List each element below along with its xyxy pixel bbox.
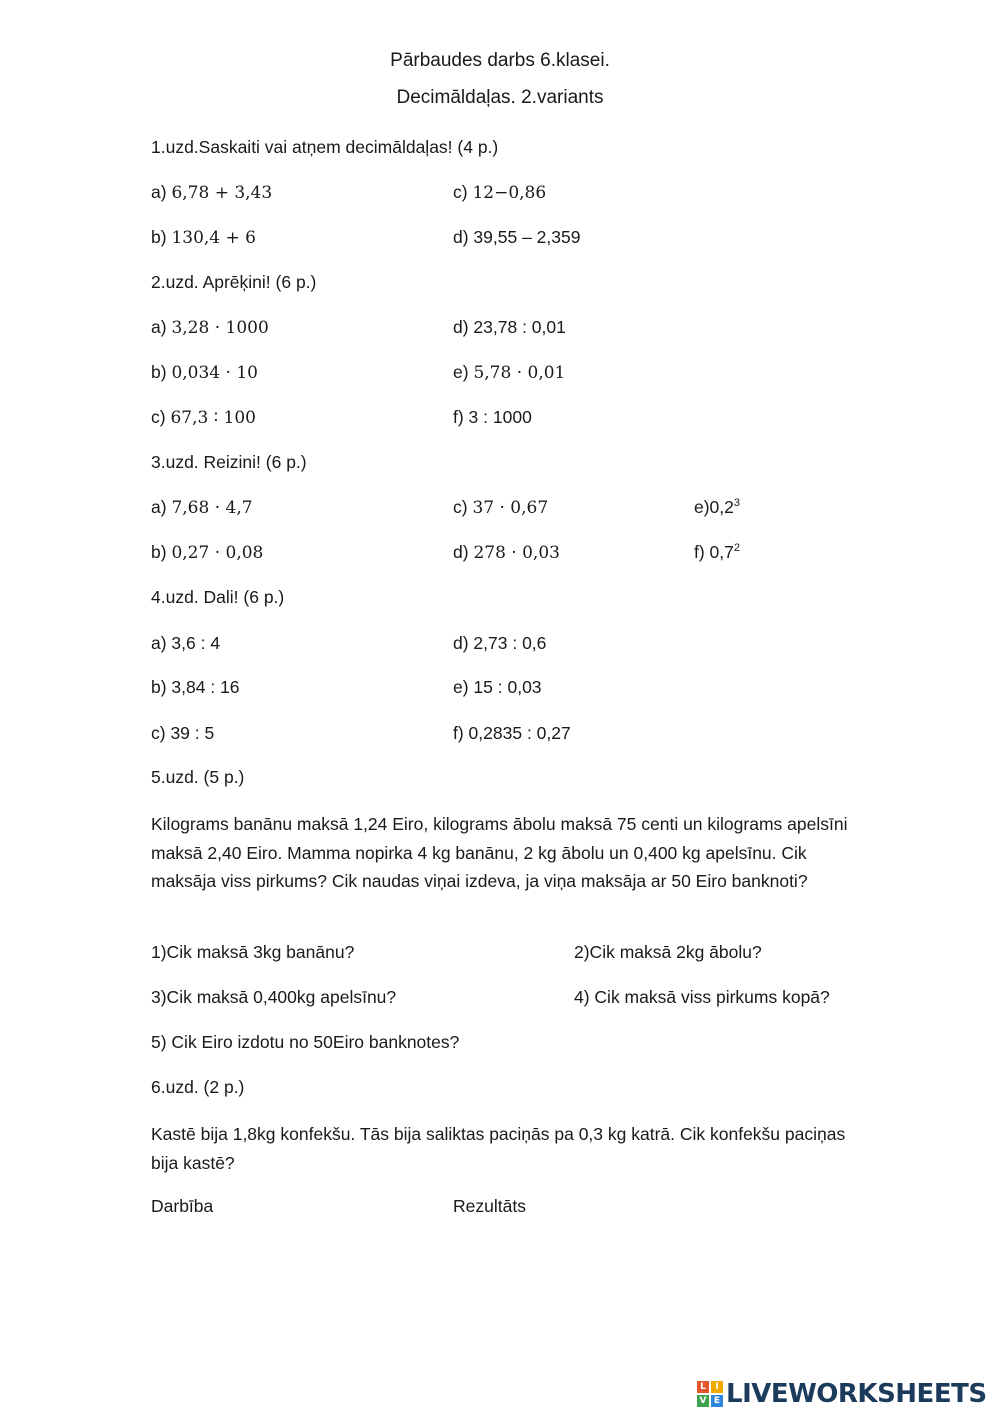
task4-item-d: d) 2,73 : 0,6 xyxy=(453,633,547,653)
logo-square: L xyxy=(697,1381,709,1393)
task3-item-f: f) $0,7^2$ xyxy=(694,542,741,562)
logo-mark-icon xyxy=(697,1381,723,1407)
task2-item-f: f) 3 : 1000 xyxy=(453,407,532,427)
logo-square: E xyxy=(711,1395,723,1407)
task2-item-a: a) 3,28 · 1000 xyxy=(151,317,269,338)
task3-item-c: c) 37 · 0,67 xyxy=(453,497,549,518)
page-title: Pārbaudes darbs 6.klasei. xyxy=(390,50,610,71)
page-subtitle: Decimāldaļas. 2.variants xyxy=(396,87,604,108)
logo-text: LIVEWORKSHEETS xyxy=(726,1379,987,1409)
task4-item-f: f) 0,2835 : 0,27 xyxy=(453,723,571,743)
task4-item-b: b) 3,84 : 16 xyxy=(151,677,240,697)
liveworksheets-logo[interactable] xyxy=(697,1378,987,1410)
task4-heading: 4.uzd. Dali! (6 p.) xyxy=(151,587,285,607)
task3-item-a: a) 7,68 · 4,7 xyxy=(151,497,253,518)
task2-heading: 2.uzd. Aprēķini! (6 p.) xyxy=(151,272,317,292)
task3-item-b: b) 0,27 · 0,08 xyxy=(151,542,264,563)
task5-question-1: 1)Cik maksā 3kg banānu? xyxy=(151,942,355,962)
task1-item-a: a) 6,78 + 3,43 xyxy=(151,182,273,203)
logo-square: I xyxy=(711,1381,723,1393)
task1-item-d: d) 39,55 – 2,359 xyxy=(453,227,581,247)
task6-action-label: Darbība xyxy=(151,1196,214,1216)
task5-text: Kilograms banānu maksā 1,24 Eiro, kilograms ābolu maksā 75 centi un kilograms apelsīni maksā 2,40 Eiro. Mamma nopirka 4 kg banānu, 2 kg ābolu un 0,400 kg apelsīnu. Cik maksāja viss pirkums? Cik naudas viņai izdeva, ja viņa maksāja ar 50 Eiro banknoti? xyxy=(151,814,848,891)
task4-item-c: c) 39 : 5 xyxy=(151,723,215,743)
task6-text: Kastē bija 1,8kg konfekšu. Tās bija saliktas paciņās pa 0,3 kg katrā. Cik konfekšu paciņas bija kastē? xyxy=(151,1124,846,1173)
task2-item-c: c) 67,3 ∶ 100 xyxy=(151,407,256,428)
task3-heading: 3.uzd. Reizini! (6 p.) xyxy=(151,452,307,472)
task1-heading: 1.uzd.Saskaiti vai atņem decimāldaļas! (4 p.) xyxy=(151,137,499,157)
task2-item-b: b) 0,034 · 10 xyxy=(151,362,258,383)
task1-item-b: b) 130,4 + 6 xyxy=(151,227,256,248)
task5-question-4: 4) Cik maksā viss pirkums kopā? xyxy=(574,987,830,1007)
task2-item-e: e) 5,78 · 0,01 xyxy=(453,362,566,383)
task3-item-d: d) 278 · 0,03 xyxy=(453,542,560,563)
task5-heading: 5.uzd. (5 p.) xyxy=(151,767,245,787)
task6-result-label: Rezultāts xyxy=(453,1196,526,1216)
task2-item-d: d) 23,78 : 0,01 xyxy=(453,317,566,337)
task5-question-3: 3)Cik maksā 0,400kg apelsīnu? xyxy=(151,987,397,1007)
task3-item-e: $e)0,2^3$ xyxy=(694,497,741,517)
task4-item-e: e) 15 : 0,03 xyxy=(453,677,542,697)
task5-question-5: 5) Cik Eiro izdotu no 50Eiro banknotes? xyxy=(151,1032,460,1052)
task5-question-2: 2)Cik maksā 2kg ābolu? xyxy=(574,942,762,962)
task6-heading: 6.uzd. (2 p.) xyxy=(151,1077,245,1097)
task4-item-a: a) 3,6 : 4 xyxy=(151,633,221,653)
logo-square: V xyxy=(697,1395,709,1407)
task1-item-c: c) 12−0,86 xyxy=(453,182,547,203)
